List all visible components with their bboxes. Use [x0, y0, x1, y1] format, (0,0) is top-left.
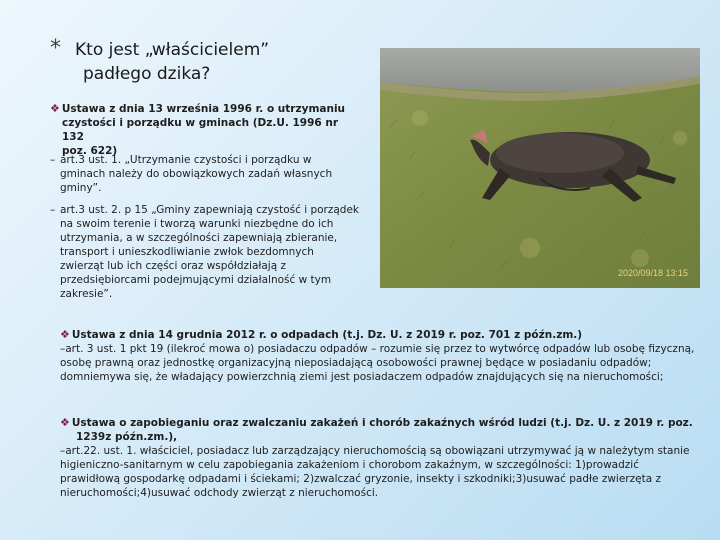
bullet-law-2012-waste — [60, 328, 700, 384]
bullet3-header-2: 1239z późn.zm.), — [76, 431, 178, 443]
dash-item-art3-ust1 — [50, 153, 360, 195]
dash-mark: – — [50, 154, 56, 166]
bullet3-header-line — [60, 416, 700, 430]
bullet3-text: –art.22. ust. 1. właściciel, posiadacz lub zarządzający nieruchomością są obowiązani utrzymywać ją w należytym stanie higieniczno-sanitarnym w celu zapobiegania zakażeniom i chorobom zakaźnym, w szczególności: 1)prowadzić prawidłową gospodarkę odpadami i ściekami; 2)zwalczać gryzonie, insekty i szkodniki;3)usuwać padłe zwierzęta z nieruchomości;4)usuwać odchody zwierząt z nieruchomości. — [60, 445, 690, 499]
bullet3-header-1: Ustawa o zapobieganiu oraz zwalczaniu zakażeń i chorób zakaźnych wśród ludzi (t.j. Dz. U. z 2019 r. poz. — [71, 417, 693, 429]
dash-mark: – — [50, 204, 56, 216]
bullet2-header: Ustawa z dnia 14 grudnia 2012 r. o odpadach (t.j. Dz. U. z 2019 r. poz. 701 z późn.zm.) — [71, 329, 583, 341]
bullet-law-infections — [60, 416, 700, 500]
bullet1-line-1: Ustawa z dnia 13 września 1996 r. o utrzymaniu — [61, 103, 346, 115]
wild-boar-photo — [380, 48, 700, 288]
dash2-text: art.3 ust. 2. p 15 „Gminy zapewniają czystość i porządek na swoim terenie i tworzą warunki niezbędne do ich utrzymania, a w szczególności zapewniają zbieranie, transport i unieszkodliwianie zwłok bezdomnych zwierząt lub ich części oraz współdziałają z przedsiębiorcami podejmującymi działalność w tym zakresie”. — [60, 204, 360, 300]
wild-boar-photo-svg — [380, 48, 700, 288]
bullet1-line-2: czystości i porządku w gminach (Dz.U. 1996 nr 132 — [62, 117, 339, 143]
bullet2-header-line — [60, 328, 700, 342]
title-star: * — [50, 36, 61, 61]
dash-item-art3-ust2 — [50, 203, 360, 301]
dash1-text: art.3 ust. 1. „Utrzymanie czystości i porządku w gminach należy do obowiązkowych zadań własnych gminy”. — [60, 154, 333, 194]
bullet2-text: –art. 3 ust. 1 pkt 19 (ilekroć mowa o) posiadaczu odpadów – rozumie się przez to wytwórcę odpadów lub osobę fizyczną, osobę prawną oraz jednostkę organizacyjną nieposiadającą osobowości prawnej będące w posiadaniu odpadów; domniemywa się, że władający powierzchnią ziemi jest posiadaczem odpadów znajdujących się na nieruchomości; — [60, 343, 695, 383]
diamond-bullet-icon: ❖ — [60, 328, 70, 341]
bullet-law-1996 — [50, 102, 360, 158]
diamond-bullet-icon: ❖ — [60, 416, 70, 429]
title-line-2: padłego dzika? — [83, 64, 211, 84]
title-line-1: Kto jest „właścicielem” — [75, 40, 270, 60]
diamond-bullet-icon: ❖ — [50, 102, 60, 115]
bullet1-line-3: poz. 622) — [62, 145, 118, 157]
slide-title — [75, 38, 375, 86]
photo-timestamp: 2020/09/18 13:15 — [618, 268, 689, 278]
